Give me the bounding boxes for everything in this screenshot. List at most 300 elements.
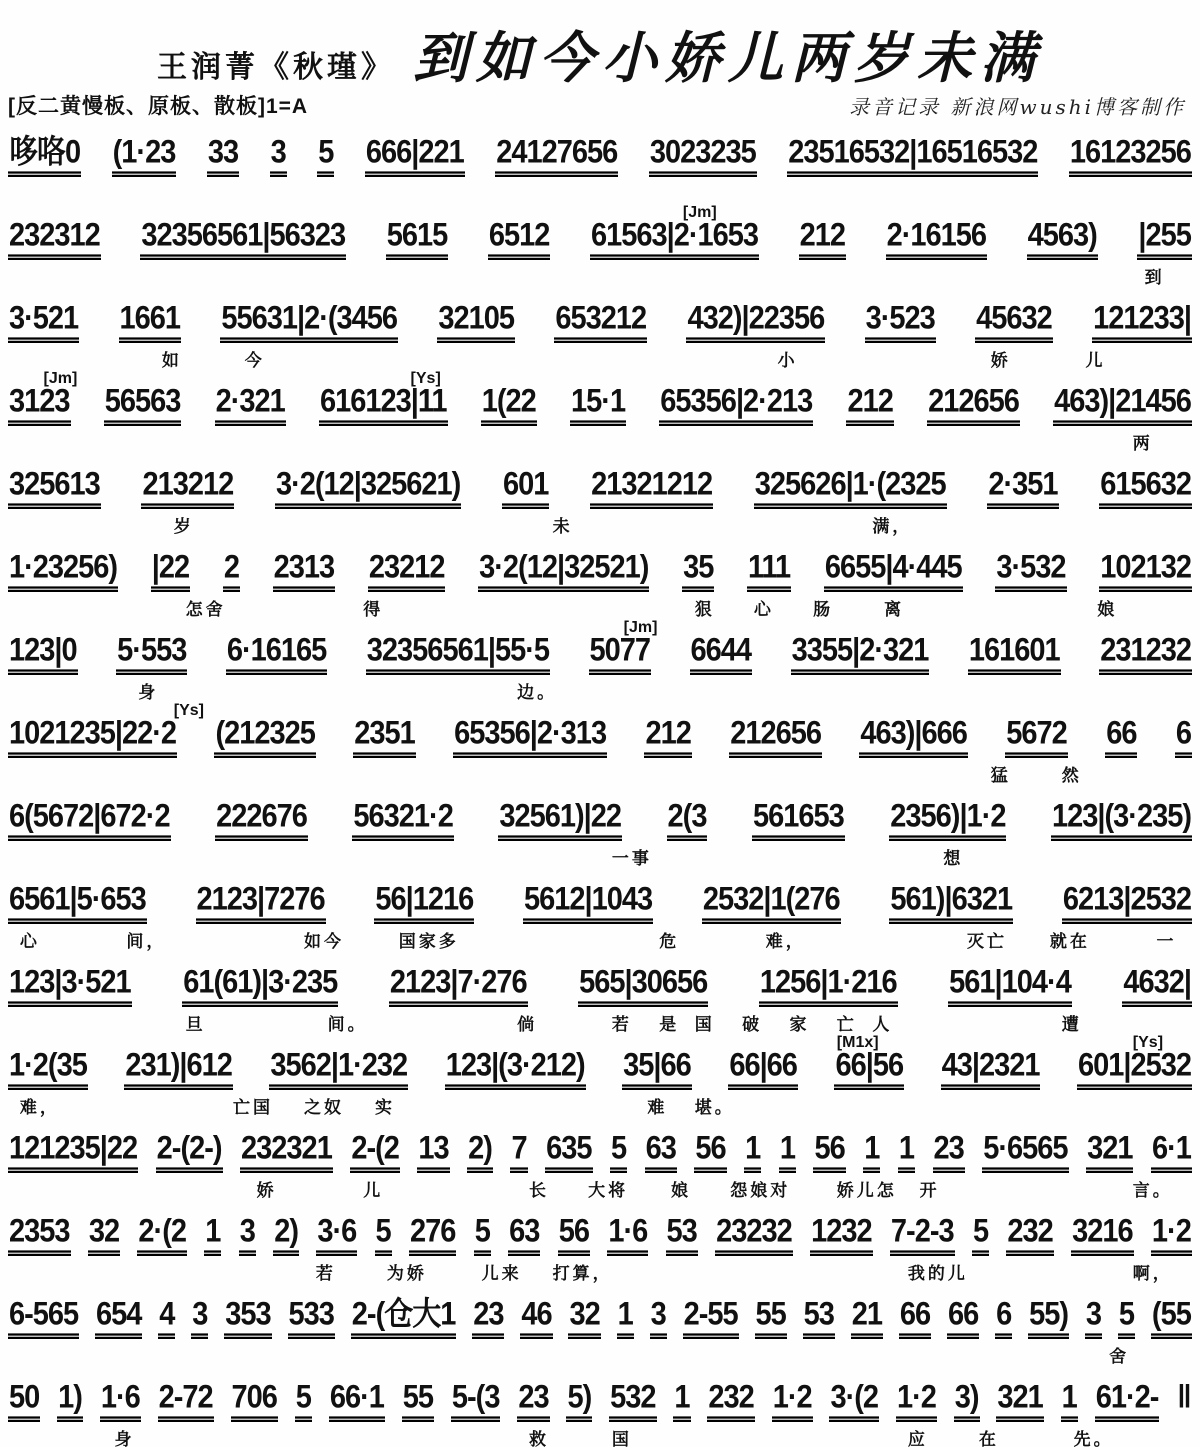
notation-group: 2-(2-) [156, 1133, 223, 1173]
notation-group: 5077 [589, 635, 652, 675]
lyric: 如 [161, 351, 182, 370]
notation-group: 3123 [8, 386, 71, 426]
notation-group: 3 [191, 1299, 208, 1339]
notation-group: 66 [1105, 718, 1137, 758]
section-marker: [Jm] [682, 204, 717, 221]
notation-row [8, 964, 1192, 1007]
lyric: 开 [919, 1181, 940, 1200]
notation-group: 16123256 [1069, 137, 1192, 177]
notation-group: 3·(2 [829, 1382, 879, 1422]
notation-group: 325626|1·(2325 [754, 469, 947, 509]
notation-group: 66|66 [728, 1050, 798, 1090]
notation-group: 56321·2 [352, 801, 453, 841]
notation-group: 1) [57, 1382, 83, 1422]
notation-row [8, 632, 1192, 675]
notation-row [8, 383, 1192, 426]
notation-group: 2532|1(276 [702, 884, 841, 924]
notation-group: 321 [996, 1382, 1043, 1422]
notation-group: 6213|2532 [1062, 884, 1192, 924]
notation-group: 5 [375, 1216, 392, 1256]
section-marker: [Ys] [173, 702, 204, 719]
notation-group: |255 [1137, 220, 1192, 260]
lyric: 娘 [1097, 600, 1118, 619]
notation-group: 1021235|22·2 [8, 718, 177, 758]
notation-group: 666|221 [365, 137, 465, 177]
notation-group: 5·6565 [982, 1133, 1068, 1173]
notation-group: 6561|5·653 [8, 884, 147, 924]
score-line [8, 871, 1192, 954]
notation-group: 43|2321 [941, 1050, 1041, 1090]
lyric: 未 [552, 517, 573, 536]
score-line [8, 1120, 1192, 1203]
notation-group: 3562|1·232 [269, 1050, 408, 1090]
lyric: 两 [1132, 434, 1153, 453]
notation-group: 102132 [1099, 552, 1192, 592]
notation-group: 6644 [690, 635, 753, 675]
notation-group: 231232 [1099, 635, 1192, 675]
notation-group: 121235|22 [8, 1133, 138, 1173]
notation-group: 2(3 [667, 801, 708, 841]
notation-group: 63 [645, 1133, 677, 1173]
notation-group: (1·23 [112, 137, 177, 177]
notation-group: 601 [502, 469, 549, 509]
notation-group: 56|1216 [374, 884, 474, 924]
notation-group: 653212 [554, 303, 647, 343]
notation-group: 232312 [8, 220, 101, 260]
notation-group: 532 [609, 1382, 656, 1422]
notation-group: 2313 [273, 552, 336, 592]
lyric: 如今 [304, 932, 344, 951]
notation-group: 212 [799, 220, 846, 260]
lyric: 岁 [173, 517, 194, 536]
lyric: 亡国 [232, 1098, 273, 1117]
notation-group: 2·16156 [886, 220, 987, 260]
lyric: 狠 [694, 600, 715, 619]
notation-group: 3 [1085, 1299, 1102, 1339]
notation-group: 3 [650, 1299, 667, 1339]
notation-group: 1·23256) [8, 552, 118, 592]
notation-group: 5·553 [116, 635, 187, 675]
score-line [8, 1369, 1192, 1447]
score-line [8, 124, 1192, 207]
notation-group: 32 [88, 1216, 120, 1256]
notation-row [8, 134, 1192, 177]
lyric: 若 [315, 1264, 336, 1283]
notation-group: 3216 [1071, 1216, 1134, 1256]
notation-group: 65356|2·213 [659, 386, 813, 426]
notation-group: 61(61)|3·235 [182, 967, 338, 1007]
notation-group: 561|104·4 [948, 967, 1072, 1007]
notation-group: 1·2(35 [8, 1050, 88, 1090]
lyric: 灭亡 [967, 932, 1008, 951]
notation-group: 15·1 [570, 386, 626, 426]
lyric: 长 [528, 1181, 549, 1200]
notation-group: 463)|666 [859, 718, 968, 758]
notation-group: 23 [933, 1133, 965, 1173]
notation-group: 32356561|55·5 [366, 635, 550, 675]
notation-group: 3·532 [995, 552, 1066, 592]
lyric: 娘 [671, 1181, 692, 1200]
section-marker: [Ys] [1132, 1034, 1164, 1051]
notation-group: 212656 [729, 718, 822, 758]
score-line [8, 619, 1192, 705]
lyric: 堪。 [694, 1098, 735, 1117]
lyric: 若 [611, 1015, 632, 1034]
lyric: 先。 [1073, 1430, 1114, 1447]
section-marker: [Jm] [43, 370, 78, 387]
notation-group: 23 [517, 1382, 549, 1422]
notation-group: 2) [467, 1133, 493, 1173]
notation-group: 321 [1086, 1133, 1133, 1173]
notation-group: 6·16165 [226, 635, 327, 675]
notation-group: 3·523 [865, 303, 936, 343]
notation-group: 3·6 [316, 1216, 357, 1256]
lyric: 今 [244, 351, 265, 370]
notation-group: 13 [417, 1133, 449, 1173]
notation-row [8, 1130, 1192, 1173]
notation-row [8, 715, 1192, 758]
notation-group: 561)|6321 [889, 884, 1013, 924]
notation-group: 50 [8, 1382, 40, 1422]
lyric: 怨娘对 [730, 1181, 791, 1200]
notation-group: 3·2(12|32521) [478, 552, 649, 592]
notation-group: 5 [474, 1216, 491, 1256]
mode-key-line: [反二黄慢板、原板、散板]1=A [8, 95, 309, 118]
notation-group: 463)|21456 [1053, 386, 1192, 426]
lyric: 儿 [1085, 351, 1106, 370]
notation-group: 66 [899, 1299, 931, 1339]
notation-group: 4 [158, 1299, 175, 1339]
notation-group: 1 [673, 1382, 690, 1422]
section-marker: [M1x] [836, 1034, 879, 1051]
lyric: 在 [978, 1430, 999, 1447]
score-line [8, 1203, 1192, 1286]
notation-row [8, 1379, 1192, 1422]
notation-group: 6·1 [1151, 1133, 1192, 1173]
notation-group: 46 [520, 1299, 552, 1339]
notation-group: 123|(3·235) [1051, 801, 1192, 841]
lyric: 间， [126, 932, 167, 951]
score-line [8, 702, 1192, 788]
notation-group: 35 [682, 552, 714, 592]
score-line [8, 539, 1192, 622]
notation-group: 1661 [119, 303, 182, 343]
lyric: 啊， [1132, 1264, 1173, 1283]
notation-group: 55 [402, 1382, 434, 1422]
notation-group: 55 [755, 1299, 787, 1339]
notation-group: 3355|2·321 [791, 635, 930, 675]
notation-group: 32356561|56323 [140, 220, 346, 260]
notation-group: 66 [947, 1299, 979, 1339]
score-line [8, 1286, 1192, 1369]
notation-group: 56 [813, 1133, 845, 1173]
lyric: 难， [19, 1098, 60, 1117]
notation-group: 2·321 [215, 386, 286, 426]
notation-group: 123|(3·212) [445, 1050, 586, 1090]
lyric: 猛 [990, 766, 1011, 785]
score-line [8, 1034, 1192, 1120]
score-line [8, 456, 1192, 539]
lyric: 应 [907, 1430, 928, 1447]
notation-group: 7-2-3 [890, 1216, 955, 1256]
notation-group: 66·1 [329, 1382, 385, 1422]
notation-group: 325613 [8, 469, 101, 509]
notation-group: 56563 [104, 386, 182, 426]
notation-group: 1·6 [100, 1382, 141, 1422]
section-marker: [Ys] [410, 370, 441, 387]
notation-group: 635 [545, 1133, 592, 1173]
notation-group: 2-(仓大1 [351, 1299, 457, 1339]
lyric: 娇 [990, 351, 1011, 370]
notation-group: 33 [207, 137, 239, 177]
notation-group: 4632| [1122, 967, 1192, 1007]
lyric: 然 [1061, 766, 1082, 785]
notation-group: 1232 [810, 1216, 873, 1256]
notation-group: 3023235 [649, 137, 757, 177]
notation-group: 2356)|1·2 [889, 801, 1006, 841]
notation-group: 3·2(12|325621) [275, 469, 461, 509]
lyric: 得 [363, 600, 384, 619]
notation-group: 161601 [968, 635, 1061, 675]
lyric: 危 [659, 932, 680, 951]
lyric: 之奴 [304, 1098, 344, 1117]
notation-group: 21 [851, 1299, 883, 1339]
notation-group: 1 [779, 1133, 796, 1173]
notation-row [8, 1296, 1192, 1339]
lyric: 肠 [813, 600, 834, 619]
score-line [8, 290, 1192, 373]
notation-row [8, 217, 1192, 260]
notation-group: 232321 [240, 1133, 333, 1173]
lyric: 破 [742, 1015, 763, 1034]
notation-group: 6655|4·445 [824, 552, 963, 592]
notation-group: 2351 [353, 718, 416, 758]
lyric: 怎舍 [185, 600, 226, 619]
notation-group: 2·351 [987, 469, 1058, 509]
notation-group: 6 [995, 1299, 1012, 1339]
notation-group: |22 [151, 552, 190, 592]
lyric: 言。 [1132, 1181, 1173, 1200]
lyric: 难 [647, 1098, 668, 1117]
notation-group: 5672 [1005, 718, 1068, 758]
notation-row [8, 1213, 1192, 1256]
lyric: 到 [1144, 268, 1165, 287]
notation-group: 1(22 [481, 386, 537, 426]
lyric: 我的儿 [907, 1264, 968, 1283]
notation-row [8, 1047, 1192, 1090]
notation-group: 212656 [927, 386, 1020, 426]
section-marker: [Jm] [623, 619, 658, 636]
notation-group: 123|0 [8, 635, 78, 675]
score-line [8, 370, 1192, 456]
notation-group: 53 [803, 1299, 835, 1339]
lyric: 想 [943, 849, 964, 868]
notation-group: (55 [1151, 1299, 1192, 1339]
score-line [8, 788, 1192, 871]
notation-group: 212 [644, 718, 691, 758]
notation-group: 213212 [141, 469, 234, 509]
notation-group: 23516532|16516532 [787, 137, 1038, 177]
notation-group: 7 [510, 1133, 527, 1173]
notation-group: 23232 [715, 1216, 793, 1256]
notation-group: 61563|2·1653 [590, 220, 759, 260]
notation-group: 353 [224, 1299, 271, 1339]
notation-group: 23 [472, 1299, 504, 1339]
lyric: 儿来 [481, 1264, 522, 1283]
lyric: 心 [19, 932, 40, 951]
notation-group: 565|30656 [578, 967, 708, 1007]
notation-row [8, 881, 1192, 924]
lyric: 身 [114, 1430, 135, 1447]
notation-group: 5615 [386, 220, 449, 260]
notation-group: 66|56 [834, 1050, 904, 1090]
notation-group: 2 [223, 552, 240, 592]
notation-group: 231)|612 [124, 1050, 233, 1090]
notation-row [8, 300, 1192, 343]
lyric: 就在 [1049, 932, 1090, 951]
notation-group: 1 [617, 1299, 634, 1339]
notation-group: 222676 [215, 801, 308, 841]
notation-row [8, 798, 1192, 841]
lyric: 一事 [611, 849, 652, 868]
lyric: 离 [884, 600, 905, 619]
notation-group: 3 [270, 137, 287, 177]
performer-byline: 王润菁《秋瑾》 [156, 51, 395, 84]
notation-group: 5 [317, 137, 334, 177]
notation-group: 21321212 [590, 469, 713, 509]
notation-group: 24127656 [495, 137, 618, 177]
notation-group: 1 [744, 1133, 761, 1173]
lyric: 倘 [517, 1015, 538, 1034]
lyric: 身 [138, 683, 159, 702]
notation-group: 615632 [1099, 469, 1192, 509]
lyric: 国家多 [398, 932, 459, 951]
notation-group: 232 [707, 1382, 754, 1422]
notation-row [8, 466, 1192, 509]
lyric: 满， [872, 517, 913, 536]
notation-group: 6(5672|672·2 [8, 801, 171, 841]
notation-group: 5 [1118, 1299, 1135, 1339]
notation-group: 232 [1006, 1216, 1053, 1256]
lyric: 难， [765, 932, 806, 951]
notation-group: 61·2- [1095, 1382, 1160, 1422]
notation-group: 1 [898, 1133, 915, 1173]
lyric: 小 [777, 351, 798, 370]
notation-group: 654 [95, 1299, 142, 1339]
notation-group: 3) [954, 1382, 980, 1422]
notation-group: 111 [747, 552, 791, 592]
score [0, 120, 1200, 1447]
lyric: 舍 [1109, 1347, 1130, 1366]
notation-group: 35|66 [622, 1050, 692, 1090]
notation-group: 616123|11 [319, 386, 448, 426]
notation-row [8, 549, 1192, 592]
lyric: 一 [1156, 932, 1177, 951]
notation-group: ‖ [1177, 1379, 1191, 1416]
header [0, 0, 1200, 90]
notation-group: 1·2 [772, 1382, 813, 1422]
notation-group: 601|2532 [1077, 1050, 1192, 1090]
notation-group: 561653 [752, 801, 845, 841]
lyric: 亡 [836, 1015, 857, 1034]
score-line [8, 954, 1192, 1037]
lyric: 家 [789, 1015, 810, 1034]
notation-group: 4563) [1027, 220, 1098, 260]
notation-group: 5-(3 [451, 1382, 501, 1422]
lyric: 人 [872, 1015, 893, 1034]
notation-group: 533 [288, 1299, 335, 1339]
notation-group: 1·2 [896, 1382, 937, 1422]
notation-group: 5 [610, 1133, 627, 1173]
lyric: 国 [694, 1015, 715, 1034]
notation-group: 63 [508, 1216, 540, 1256]
lyric: 实 [375, 1098, 396, 1117]
notation-group: 56 [694, 1133, 726, 1173]
lyric: 心 [753, 600, 774, 619]
notation-group: 56 [558, 1216, 590, 1256]
credit-line: 录音记录 新浪网wushi博客制作 [849, 95, 1186, 119]
notation-group: 2123|7·276 [389, 967, 528, 1007]
notation-group: (212325 [214, 718, 315, 758]
notation-group: 哆咯0 [8, 137, 81, 177]
lyric: 旦 [185, 1015, 206, 1034]
score-line [8, 204, 1192, 290]
notation-group: 32105 [437, 303, 515, 343]
notation-group: 121233| [1092, 303, 1192, 343]
notation-group: 2·(2 [137, 1216, 187, 1256]
notation-group: 5612|1043 [523, 884, 653, 924]
lyric: 是 [659, 1015, 680, 1034]
notation-group: 5) [566, 1382, 592, 1422]
notation-group: 55631|2·(3456 [220, 303, 398, 343]
song-title: 到如今小娇儿两岁未满 [412, 25, 1043, 90]
notation-group: 432)|22356 [686, 303, 825, 343]
notation-group: 6512 [488, 220, 551, 260]
notation-group: 212 [846, 386, 893, 426]
lyric: 大将 [588, 1181, 629, 1200]
notation-group: 6-565 [8, 1299, 79, 1339]
notation-group: 1256|1·216 [759, 967, 898, 1007]
notation-group: 2353 [8, 1216, 71, 1256]
lyric: 救 [528, 1430, 549, 1447]
notation-group: 5 [972, 1216, 989, 1256]
notation-group: 1 [204, 1216, 221, 1256]
notation-group: 53 [666, 1216, 698, 1256]
notation-group: 2-(2 [350, 1133, 400, 1173]
notation-group: 32561)|22 [498, 801, 622, 841]
lyric: 国 [611, 1430, 632, 1447]
notation-group: 65356|2·313 [453, 718, 607, 758]
notation-group: 55) [1028, 1299, 1069, 1339]
notation-group: 6 [1175, 718, 1192, 758]
notation-group: 276 [409, 1216, 456, 1256]
notation-group: 1 [1061, 1382, 1078, 1422]
lyric: 打算， [552, 1264, 613, 1283]
lyric: 娇 [256, 1181, 277, 1200]
lyric: 边。 [517, 683, 558, 702]
lyric: 儿 [363, 1181, 384, 1200]
lyric: 为娇 [386, 1264, 427, 1283]
notation-group: 2-72 [158, 1382, 214, 1422]
notation-group: 5 [295, 1382, 312, 1422]
notation-group: 3·521 [8, 303, 79, 343]
notation-group: 32 [568, 1299, 600, 1339]
notation-group: 2123|7276 [196, 884, 326, 924]
lyric: 间。 [327, 1015, 368, 1034]
notation-group: 45632 [975, 303, 1053, 343]
notation-group: 123|3·521 [8, 967, 132, 1007]
notation-group: 706 [231, 1382, 278, 1422]
